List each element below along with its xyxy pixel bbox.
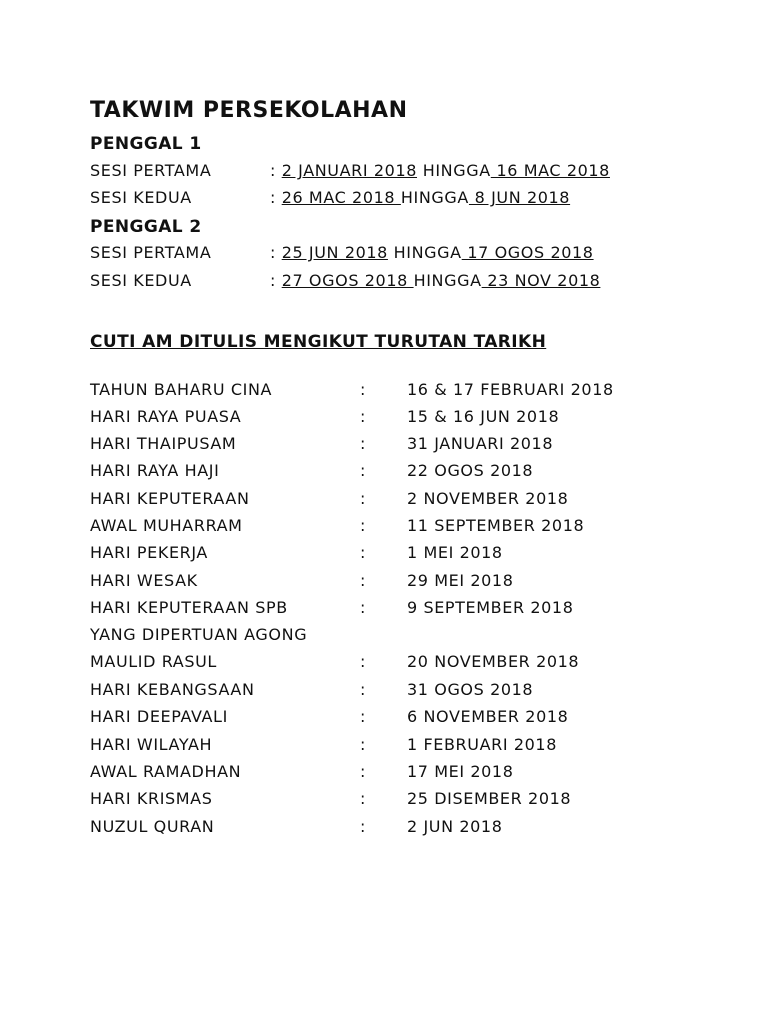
holiday-row: [90, 571, 690, 595]
holiday-name: HARI RAYA HAJI: [90, 461, 220, 480]
holiday-name: HARI THAIPUSAM: [90, 434, 237, 453]
holiday-colon: :: [360, 652, 366, 671]
holiday-date: 1 FEBRUARI 2018: [407, 735, 557, 754]
holiday-name: AWAL RAMADHAN: [90, 762, 242, 781]
holiday-date: 15 & 16 JUN 2018: [407, 407, 560, 426]
session-colon: :: [270, 271, 282, 290]
holiday-date: 25 DISEMBER 2018: [407, 789, 572, 808]
holiday-colon: :: [360, 598, 366, 617]
holiday-date: 22 OGOS 2018: [407, 461, 534, 480]
holiday-row: [90, 489, 690, 513]
holiday-name: YANG DIPERTUAN AGONG: [90, 625, 308, 644]
session-name: SESI KEDUA: [90, 271, 192, 290]
holiday-name: HARI WESAK: [90, 571, 198, 590]
holiday-row: [90, 817, 690, 841]
holiday-colon: :: [360, 762, 366, 781]
holiday-name: HARI DEEPAVALI: [90, 707, 228, 726]
session-dates: [270, 243, 594, 262]
holiday-row: [90, 434, 690, 458]
holiday-row: [90, 707, 690, 731]
holiday-date: 6 NOVEMBER 2018: [407, 707, 569, 726]
holiday-name: HARI PEKERJA: [90, 543, 208, 562]
holiday-colon: :: [360, 380, 366, 399]
holiday-date: 2 JUN 2018: [407, 817, 503, 836]
holiday-colon: :: [360, 407, 366, 426]
holiday-date: 9 SEPTEMBER 2018: [407, 598, 574, 617]
session-end-date: 23 NOV 2018: [481, 271, 601, 290]
session-colon: :: [270, 243, 282, 262]
document-title: TAKWIM PERSEKOLAHAN: [90, 98, 408, 123]
session-hingga: HINGGA: [417, 161, 491, 180]
holiday-row: [90, 762, 690, 786]
holiday-date: 29 MEI 2018: [407, 571, 514, 590]
session-start-date: 2 JANUARI 2018: [281, 161, 418, 180]
holiday-row: [90, 516, 690, 540]
session-name: SESI KEDUA: [90, 188, 192, 207]
session-end-date: 16 MAC 2018: [490, 161, 610, 180]
holiday-date: 31 JANUARI 2018: [407, 434, 554, 453]
holiday-row: [90, 380, 690, 404]
holiday-date: 31 OGOS 2018: [407, 680, 534, 699]
holiday-name: HARI KRISMAS: [90, 789, 213, 808]
holiday-date: 17 MEI 2018: [407, 762, 514, 781]
holiday-colon: :: [360, 434, 366, 453]
holiday-date: 11 SEPTEMBER 2018: [407, 516, 585, 535]
session-dates: [270, 188, 570, 207]
holiday-date: 1 MEI 2018: [407, 543, 503, 562]
session-name: SESI PERTAMA: [90, 161, 212, 180]
holiday-colon: :: [360, 735, 366, 754]
holiday-date: 20 NOVEMBER 2018: [407, 652, 580, 671]
session-start-date: 25 JUN 2018: [281, 243, 388, 262]
holiday-name: TAHUN BAHARU CINA: [90, 380, 273, 399]
holiday-name: HARI RAYA PUASA: [90, 407, 242, 426]
holiday-colon: :: [360, 543, 366, 562]
holidays-heading: CUTI AM DITULIS MENGIKUT TURUTAN TARIKH: [90, 332, 547, 352]
holiday-colon: :: [360, 516, 366, 535]
holiday-name: HARI KEBANGSAAN: [90, 680, 255, 699]
holiday-name: HARI KEPUTERAAN: [90, 489, 250, 508]
holiday-date: 16 & 17 FEBRUARI 2018: [407, 380, 614, 399]
holiday-row: [90, 652, 690, 676]
holiday-row: [90, 543, 690, 567]
holiday-colon: :: [360, 680, 366, 699]
holiday-name: HARI KEPUTERAAN SPB: [90, 598, 288, 617]
session-name: SESI PERTAMA: [90, 243, 212, 262]
holiday-date: 2 NOVEMBER 2018: [407, 489, 569, 508]
session-hingga: HINGGA: [400, 188, 469, 207]
holiday-row: [90, 407, 690, 431]
holiday-row: [90, 789, 690, 813]
session-end-date: 8 JUN 2018: [468, 188, 571, 207]
holiday-colon: :: [360, 817, 366, 836]
holiday-row: [90, 625, 690, 649]
session-start-date: 27 OGOS 2018: [281, 271, 414, 290]
holiday-row: [90, 735, 690, 759]
session-dates: [270, 271, 600, 290]
session-hingga: HINGGA: [413, 271, 482, 290]
holiday-colon: :: [360, 571, 366, 590]
term-heading: PENGGAL 2: [90, 217, 202, 237]
session-hingga: HINGGA: [387, 243, 462, 262]
session-start-date: 26 MAC 2018: [281, 188, 401, 207]
holiday-colon: :: [360, 489, 366, 508]
term-heading: PENGGAL 1: [90, 134, 202, 154]
holiday-row: [90, 680, 690, 704]
holiday-name: MAULID RASUL: [90, 652, 217, 671]
holiday-name: HARI WILAYAH: [90, 735, 213, 754]
holiday-colon: :: [360, 707, 366, 726]
session-end-date: 17 OGOS 2018: [461, 243, 594, 262]
holiday-name: NUZUL QURAN: [90, 817, 215, 836]
holiday-row: [90, 598, 690, 622]
holiday-colon: :: [360, 789, 366, 808]
session-colon: :: [270, 188, 282, 207]
holiday-name: AWAL MUHARRAM: [90, 516, 243, 535]
holiday-colon: :: [360, 461, 366, 480]
holiday-row: [90, 461, 690, 485]
session-dates: [270, 161, 610, 180]
session-colon: :: [270, 161, 282, 180]
